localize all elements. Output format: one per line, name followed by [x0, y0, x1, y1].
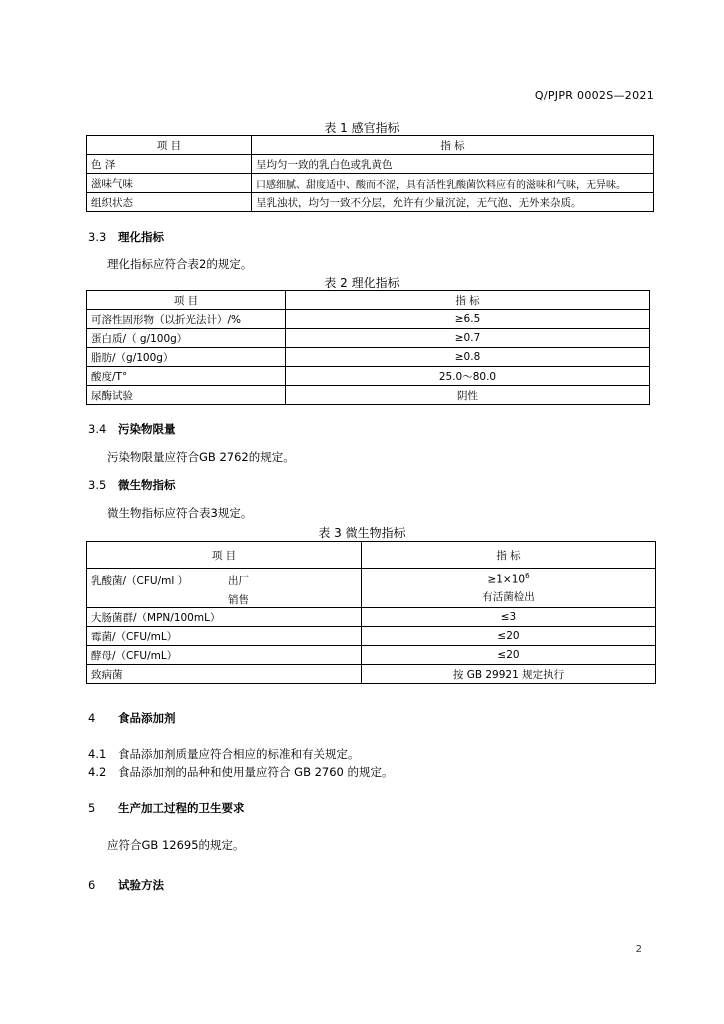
section-number: 3.4	[88, 422, 107, 436]
table-cell: 口感细腻、甜度适中、酸而不涩，具有活性乳酸菌饮料应有的滋味和气味，无异味。	[252, 174, 654, 193]
section-heading-6	[88, 877, 164, 893]
table-row	[87, 174, 654, 193]
section-number: 3.5	[88, 478, 107, 492]
table-cell: 滋味气味	[87, 174, 252, 193]
table-cell: 蛋白质/（ g/100g）	[87, 329, 286, 348]
table-cell: ≤20	[362, 627, 656, 646]
lactic-sub-factory: 出厂	[228, 575, 249, 587]
table-cell: 按 GB 29921 规定执行	[362, 665, 656, 684]
table-row	[87, 348, 650, 367]
section-title: 理化指标	[118, 230, 164, 244]
table-cell: 酸度/T°	[87, 367, 286, 386]
section-5-text: 应符合GB 12695的规定。	[107, 838, 245, 852]
table-cell: ≤3	[362, 608, 656, 627]
table-row	[87, 386, 650, 405]
table-cell: 25.0～80.0	[286, 367, 650, 386]
table-cell: 可溶性固形物（以折光法计）/%	[87, 310, 286, 329]
item-text: 食品添加剂的品种和使用量应符合 GB 2760 的规定。	[118, 765, 394, 779]
table-header-cell: 项 目	[87, 136, 252, 155]
table-row	[87, 329, 650, 348]
section-number: 4	[88, 711, 96, 725]
lactic-label: 乳酸菌/（CFU/ml ）	[91, 575, 189, 587]
table2-physicochemical	[86, 290, 650, 405]
section-3-5-text: 微生物指标应符合表3规定。	[107, 506, 253, 520]
table-row	[87, 155, 654, 174]
table-cell: ≥6.5	[286, 310, 650, 329]
table2-caption: 表 2 理化指标	[324, 276, 400, 290]
item-text: 食品添加剂质量应符合相应的标准和有关规定。	[118, 747, 360, 761]
section-heading-3-3	[88, 229, 164, 245]
table-header-cell: 项 目	[87, 291, 286, 310]
lactic-value: ≥1×10	[487, 573, 526, 586]
table-cell	[362, 569, 656, 608]
table-header-cell: 项 目	[87, 542, 362, 569]
table-cell: 色 泽	[87, 155, 252, 174]
table-cell: 呈乳浊状，均匀一致不分层，允许有少量沉淀，无气泡、无外来杂质。	[252, 193, 654, 212]
table-cell: ≥0.8	[286, 348, 650, 367]
lactic-exponent: 6	[525, 572, 530, 581]
table-row	[87, 627, 656, 646]
table-header-cell: 指 标	[286, 291, 650, 310]
item-number: 4.2	[88, 765, 107, 779]
table-cell: 呈均匀一致的乳白色或乳黄色	[252, 155, 654, 174]
section-heading-3-5	[88, 477, 176, 493]
table-row	[87, 367, 650, 386]
item-4-2	[88, 764, 394, 780]
section-title: 微生物指标	[118, 478, 176, 492]
table-header-cell: 指 标	[362, 542, 656, 569]
section-title: 食品添加剂	[118, 711, 176, 725]
item-number: 4.1	[88, 747, 107, 761]
table-row	[87, 569, 656, 608]
section-3-4-text: 污染物限量应符合GB 2762的规定。	[107, 450, 295, 464]
table-row	[87, 608, 656, 627]
table-cell: 尿酶试验	[87, 386, 286, 405]
table-cell: 脂肪/（g/100g）	[87, 348, 286, 367]
table-row	[87, 310, 650, 329]
table-row	[87, 646, 656, 665]
table-cell: 霉菌/（CFU/mL）	[87, 627, 362, 646]
item-4-1	[88, 746, 360, 762]
table3-caption: 表 3 微生物指标	[318, 526, 406, 540]
section-title: 污染物限量	[118, 422, 176, 436]
table-header-cell: 指 标	[252, 136, 654, 155]
section-heading-4	[88, 710, 176, 726]
lactic-value-factory	[366, 572, 651, 586]
section-number: 3.3	[88, 230, 107, 244]
table-row	[87, 665, 656, 684]
table3-microbial	[86, 541, 656, 684]
table-cell: ≥0.7	[286, 329, 650, 348]
section-title: 试验方法	[118, 878, 164, 892]
table-header-row	[87, 542, 656, 569]
table-cell: 阴性	[286, 386, 650, 405]
section-title: 生产加工过程的卫生要求	[118, 801, 245, 815]
section-number: 6	[88, 878, 96, 892]
table-header-row	[87, 136, 654, 155]
table-cell: 大肠菌群/（MPN/100mL）	[87, 608, 362, 627]
page-number: 2	[635, 944, 642, 955]
table-cell: 酵母/（CFU/mL）	[87, 646, 362, 665]
table1-sensory	[86, 135, 654, 212]
section-number: 5	[88, 801, 96, 815]
section-heading-5	[88, 800, 245, 816]
table-cell: 组织状态	[87, 193, 252, 212]
table1-caption: 表 1 感官指标	[324, 121, 400, 135]
table-row	[87, 193, 654, 212]
section-3-3-text: 理化指标应符合表2的规定。	[107, 257, 253, 271]
section-heading-3-4	[88, 421, 176, 437]
table-cell: ≤20	[362, 646, 656, 665]
table-cell	[87, 569, 362, 608]
lactic-value-sale: 有活菌检出	[482, 590, 535, 603]
table-cell: 致病菌	[87, 665, 362, 684]
document-code: Q/PJPR 0002S—2021	[534, 89, 654, 102]
lactic-sub-sale: 销售	[228, 594, 249, 606]
table-header-row	[87, 291, 650, 310]
